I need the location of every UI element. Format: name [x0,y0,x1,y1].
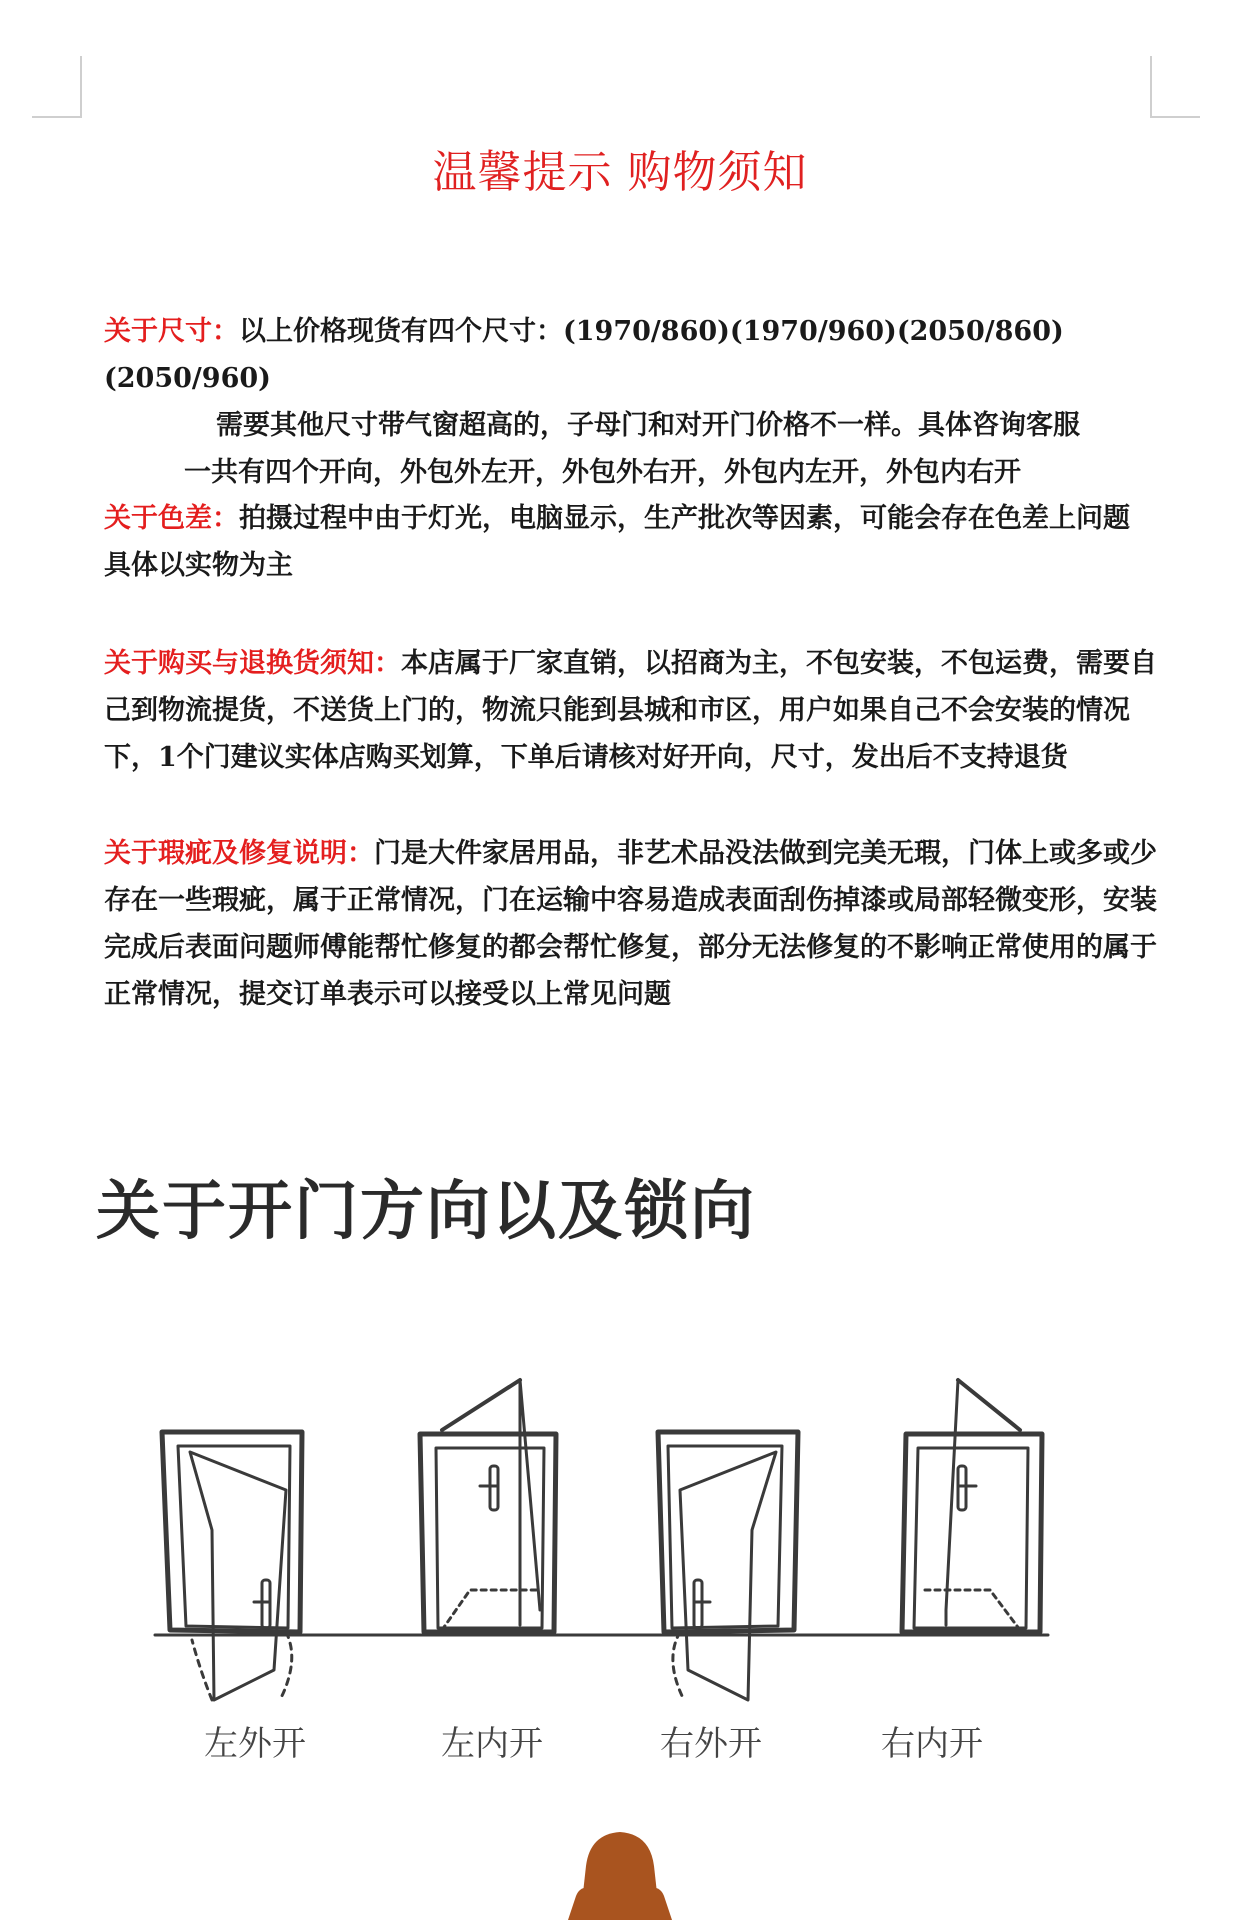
flaw-note-text: 门是大件家居用品，非艺术品没法做到完美无瑕，门体上或多或少存在一些瑕疵，属于正常情况，门在运输中容易造成表面刮伤掉漆或局部轻微变形，安装完成后表面问题师傅能帮忙修复的都会帮忙修复，部分无法修复的不影响正常使用的属于正常情况，提交订单表示可以接受以上常见问题 [104,838,1157,1010]
size-note-label: 关于尺寸： [104,316,239,347]
flaw-note [104,830,1164,1018]
size-note-line-3: 一共有四个开向，外包外左开，外包外右开，外包内左开，外包内右开 [184,457,1021,488]
door-direction-illustration [0,1340,1240,1760]
flaw-note-label: 关于瑕疵及修复说明： [104,838,374,869]
mascot-icon [560,1826,680,1920]
door-label-right-inward: 右内开 [881,1724,983,1764]
size-note-line-1: 以上价格现货有四个尺寸：(1970/860)(1970/960)(2050/860)(2050/960) [104,316,1064,394]
color-note-line-1: 拍摄过程中由于灯光，电脑显示，生产批次等因素，可能会存在色差上问题 [239,503,1130,534]
size-note-line-2: 需要其他尺寸带气窗超高的，子母门和对开门价格不一样。具体咨询客服 [216,410,1080,441]
door-label-right-outward: 右外开 [660,1724,762,1764]
purchase-note-label: 关于购买与退换货须知： [104,648,401,679]
color-note-label: 关于色差： [104,503,239,534]
color-note [104,495,1164,589]
door-left-outward-icon [162,1432,302,1700]
purchase-note-text: 本店属于厂家直销，以招商为主，不包安装，不包运费，需要自己到物流提货，不送货上门的，物流只能到县城和市区，用户如果自己不会安装的情况下，1个门建议实体店购买划算，下单后请核对好开向，尺寸，发出后不支持退货 [104,648,1157,773]
door-direction-heading: 关于开门方向以及锁向 [96,1175,756,1249]
door-left-inward-icon [420,1380,556,1632]
door-right-outward-icon [658,1432,798,1700]
door-label-left-outward: 左外开 [204,1724,306,1764]
door-label-left-inward: 左内开 [441,1724,543,1764]
purchase-note [104,640,1164,781]
page-title: 温馨提示 购物须知 [432,147,808,198]
door-right-inward-icon [902,1380,1042,1632]
color-note-line-2: 具体以实物为主 [104,550,293,581]
crop-mark-top-right [1150,56,1200,118]
size-note [104,308,1164,496]
crop-mark-top-left [32,56,82,118]
